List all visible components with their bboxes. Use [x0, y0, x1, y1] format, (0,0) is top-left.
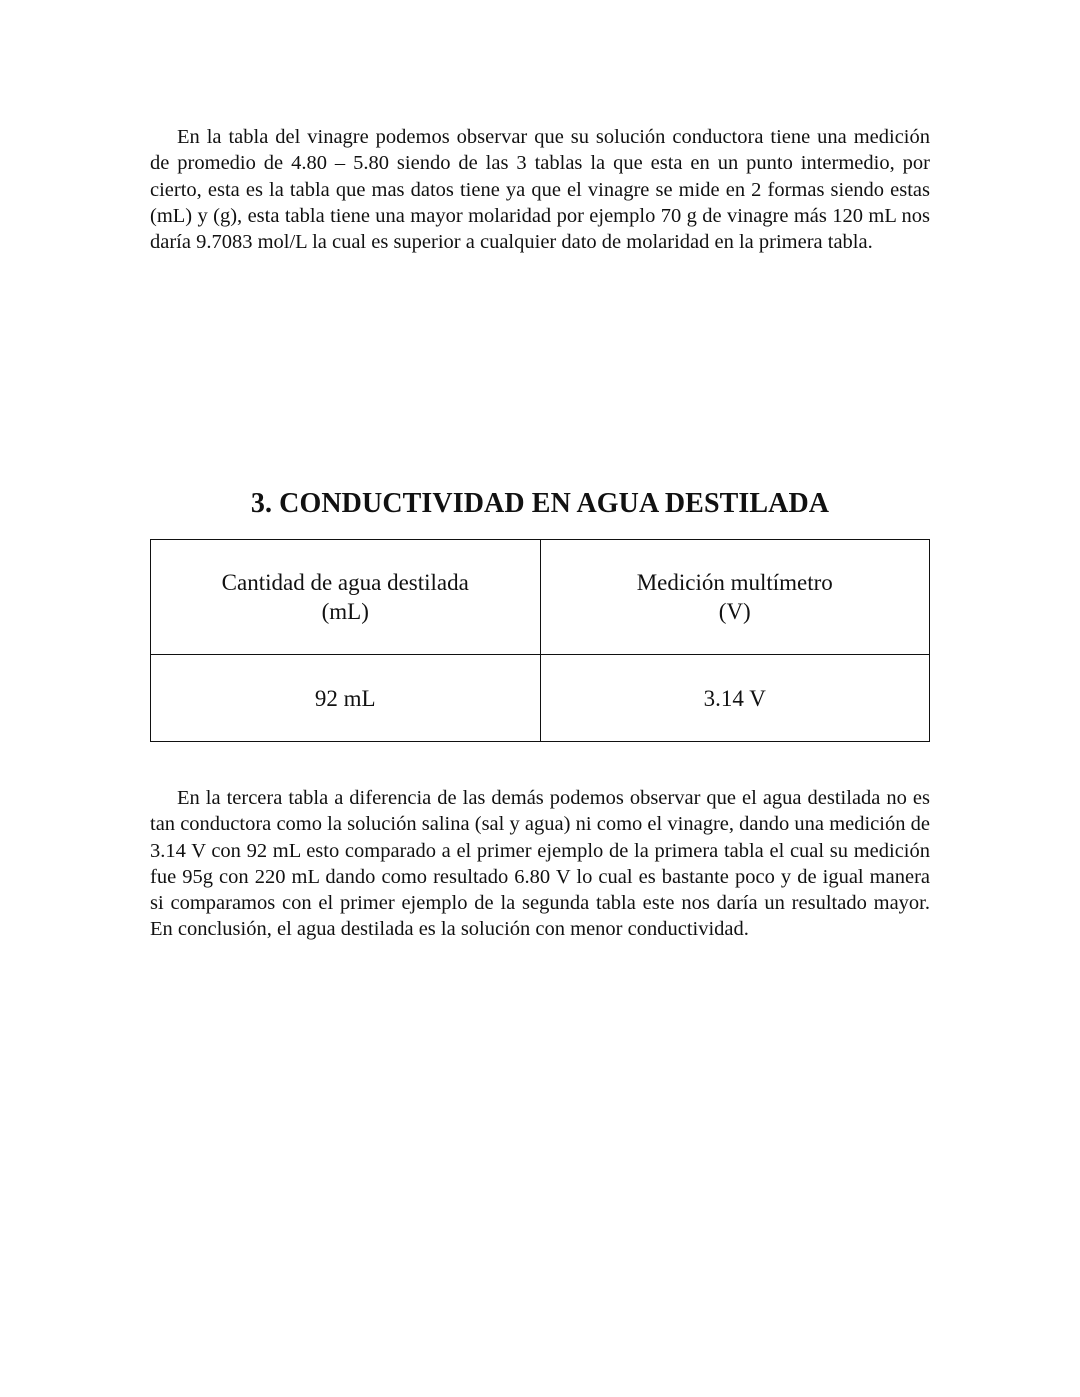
table-row	[151, 655, 930, 742]
header-multimeter-label: Medición multímetro	[636, 570, 833, 595]
header-water-quantity	[151, 540, 541, 655]
header-multimeter-unit: (V)	[718, 599, 751, 624]
vinegar-analysis-paragraph: En la tabla del vinagre podemos observar que su solución conductora tiene una medición de promedio de 4.80 – 5.80 siendo de las 3 tablas la que esta en un punto intermedio, por cierto, esta es la tabla que mas datos tiene ya que el vinagre se mide en 2 formas siendo estas (mL) y (g), esta tabla tiene una mayor molaridad por ejemplo 70 g de vinagre más 120 mL nos daría 9.7083 mol/L la cual es superior a cualquier dato de molaridad en la primera tabla.	[150, 126, 930, 254]
header-water-quantity-unit: (mL)	[321, 599, 369, 624]
distilled-water-table	[150, 539, 930, 742]
distilled-water-analysis-paragraph: En la tercera tabla a diferencia de las demás podemos observar que el agua destilada no es tan conductora como la solución salina (sal y agua) ni como el vinagre, dando una medición de 3.14 V con 92 mL esto comparado a el primer ejemplo de la primera tabla el cual su medición fue 95g con 220 mL dando como resultado 6.80 V lo cual es bastante poco y de igual manera si comparamos con el primer ejemplo de la segunda tabla este nos daría un resultado mayor. En conclusión, el agua destilada es la solución con menor conductividad.	[150, 787, 930, 941]
section-title: 3. CONDUCTIVIDAD EN AGUA DESTILADA	[250, 488, 830, 519]
header-multimeter-reading	[540, 540, 930, 655]
header-water-quantity-label: Cantidad de agua destilada	[221, 570, 469, 595]
table-header-row	[151, 540, 930, 655]
cell-multimeter-reading: 3.14 V	[540, 655, 930, 742]
cell-water-quantity: 92 mL	[151, 655, 541, 742]
